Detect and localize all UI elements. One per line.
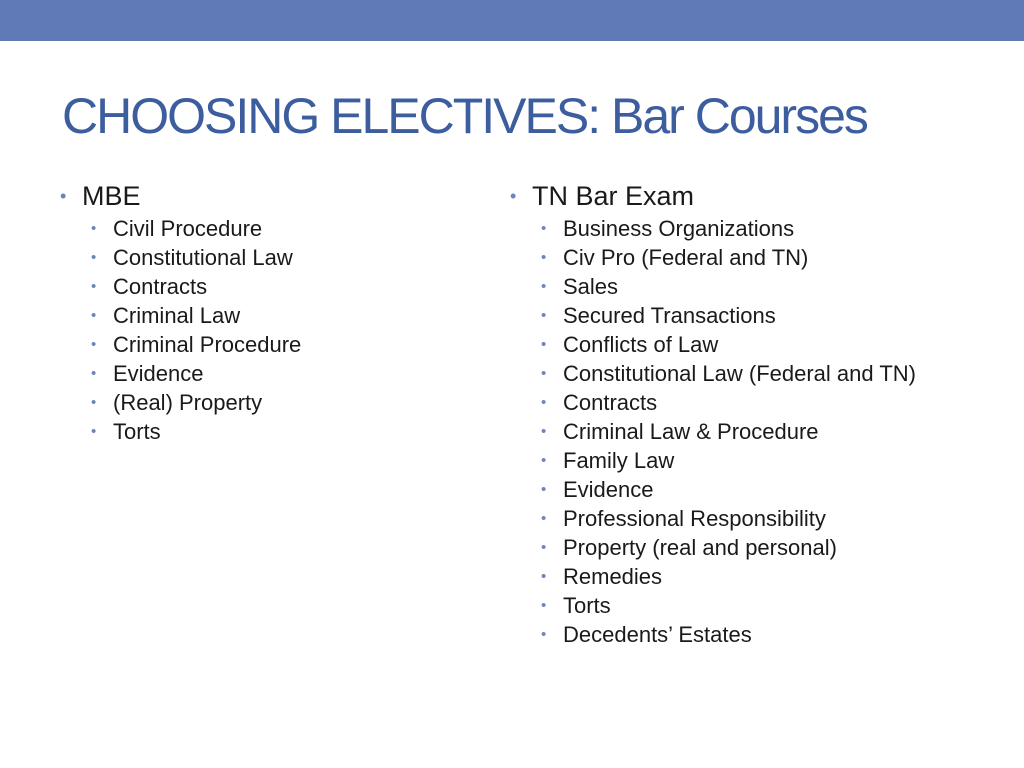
list-item [91,330,301,359]
subject-label: (Real) Property [113,390,263,415]
subject-label: Conflicts of Law [563,332,719,357]
subject-label: Sales [563,274,619,299]
subject-label: Family Law [563,448,675,473]
tn-bar-heading-label: TN Bar Exam [532,181,695,211]
subject-label: Torts [563,593,611,618]
bullet-icon: • [91,249,97,266]
list-item [541,301,916,330]
bullet-icon: • [91,307,97,324]
list-item [541,533,916,562]
subject-label: Criminal Law & Procedure [563,419,819,444]
mbe-heading [60,178,301,214]
mbe-subject-list [60,214,301,446]
list-item [541,330,916,359]
subject-label: Remedies [563,564,663,589]
subject-label: Secured Transactions [563,303,776,328]
list-item [91,214,301,243]
subject-label: Constitutional Law (Federal and TN) [563,361,916,386]
bullet-icon: • [91,336,97,353]
list-item [541,620,916,649]
tn-bar-column [510,178,916,649]
list-item [541,446,916,475]
subject-label: Criminal Law [113,303,241,328]
list-item [91,359,301,388]
bullet-icon: • [541,481,547,498]
bullet-icon: • [91,423,97,440]
bullet-icon: • [541,626,547,643]
list-item [541,214,916,243]
bullet-icon: • [541,220,547,237]
bullet-icon: • [91,220,97,237]
list-item [91,272,301,301]
subject-label: Criminal Procedure [113,332,302,357]
subject-label: Contracts [113,274,208,299]
list-item [541,475,916,504]
subject-label: Professional Responsibility [563,506,826,531]
list-item [91,388,301,417]
bullet-icon: • [541,249,547,266]
list-item [541,243,916,272]
subject-label: Civil Procedure [113,216,263,241]
bullet-icon: • [541,568,547,585]
bullet-icon: • [541,597,547,614]
bullet-icon: • [541,452,547,469]
subject-label: Evidence [113,361,204,386]
bullet-icon: • [91,365,97,382]
slide-title: CHOOSING ELECTIVES: Bar Courses [62,88,867,144]
bullet-icon: • [510,186,517,206]
list-item [541,562,916,591]
bullet-icon: • [91,278,97,295]
subject-label: Contracts [563,390,658,415]
subject-label: Business Organizations [563,216,795,241]
subject-label: Evidence [563,477,654,502]
bullet-icon: • [541,365,547,382]
bullet-icon: • [541,278,547,295]
list-item [541,417,916,446]
subject-label: Civ Pro (Federal and TN) [563,245,809,270]
mbe-heading-label: MBE [82,181,141,211]
bullet-icon: • [541,394,547,411]
list-item [541,388,916,417]
list-item [91,243,301,272]
subject-label: Property (real and personal) [563,535,837,560]
list-item [541,504,916,533]
header-accent-bar [0,0,1024,41]
list-item [541,272,916,301]
bullet-icon: • [541,423,547,440]
bullet-icon: • [60,186,67,206]
subject-label: Decedents’ Estates [563,622,752,647]
bullet-icon: • [541,539,547,556]
subject-label: Torts [113,419,161,444]
subject-label: Constitutional Law [113,245,293,270]
bullet-icon: • [91,394,97,411]
list-item [91,301,301,330]
list-item [91,417,301,446]
tn-bar-subject-list [510,214,916,649]
bullet-icon: • [541,307,547,324]
list-item [541,359,916,388]
bullet-icon: • [541,336,547,353]
mbe-column [60,178,301,446]
tn-bar-heading [510,178,916,214]
list-item [541,591,916,620]
bullet-icon: • [541,510,547,527]
